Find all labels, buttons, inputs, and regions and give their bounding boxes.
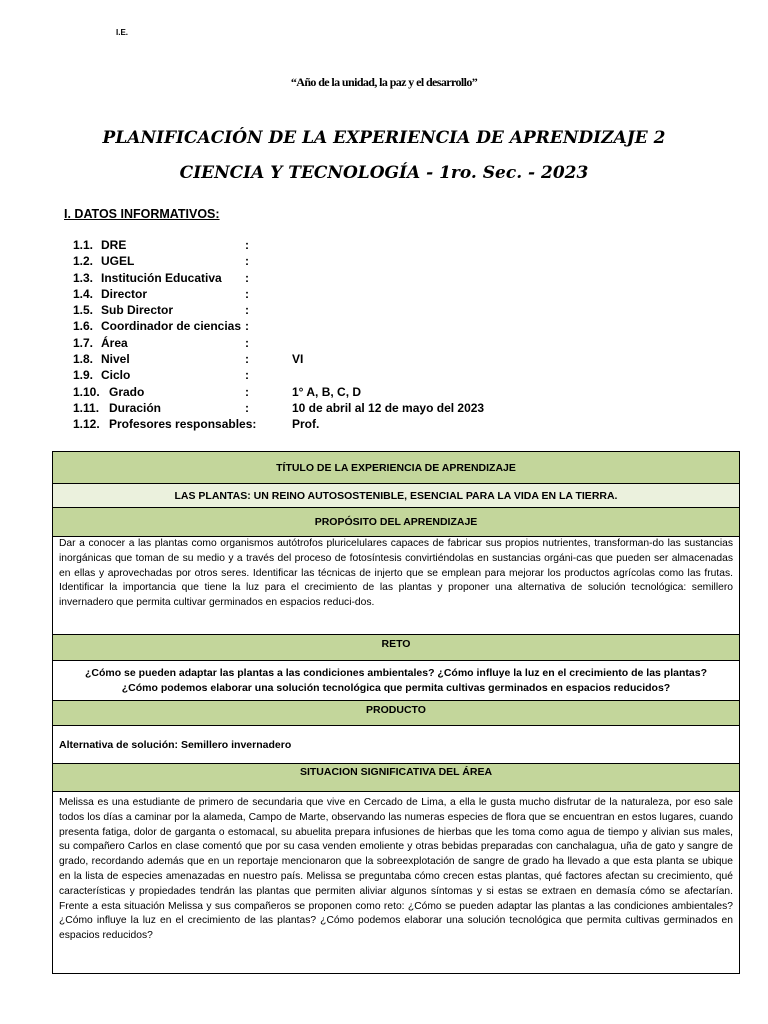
datos-row-number: 1.12. bbox=[73, 417, 100, 432]
reto-line-1: ¿Cómo se pueden adaptar las plantas a las condiciones ambientales? ¿Cómo influye la luz en el crecimiento de las plantas? bbox=[84, 666, 707, 679]
datos-row-colon: : bbox=[245, 335, 249, 350]
producto-header: PRODUCTO bbox=[53, 701, 740, 726]
datos-row-number: 1.11. bbox=[73, 400, 100, 415]
situacion-text: Melissa es una estudiante de primero de secundaria que vive en Cercado de Lima, a ella le gusta mucho disfrutar de la naturaleza, por eso sale todos los días a caminar por la alameda, Campo de Marte, observando las numeras especies de flora que se encuentran en estos lugares, cuando presenta fatiga, dolor de garganta o estomacal, su abuelita prepara infusiones de hierbas que les toma como agua de tiempo y alivian sus males, su compañero Carlos en clase comentó que por su casa venden emoliente y otras bebidas preparadas con canchalagua, uña de gato y sangre de grado, recordando además que en un reportaje mencionaron que la sobreexplotación de sangre de grado ha llevado a que esta planta se ubique en la lista de especies amenazadas en nuestro país. Melissa se preguntaba cómo crecen estas plantas, qué factores afectan su crecimiento, qué características y propiedades tendrán las plantas que permiten aliviar algunos síntomas y si estas se extraen en demasía cómo se afectarían. Frente a esta situación Melissa y sus compañeros se proponen como reto: ¿Cómo se pueden adaptar las plantas a las condiciones ambientales? ¿Cómo influye la luz en el crecimiento de las plantas? ¿Cómo podemos elaborar una solución tecnológica que permita cultivas germinados en espacios reducidos? bbox=[53, 792, 740, 974]
proposito-header: PROPÓSITO DEL APRENDIZAJE bbox=[53, 508, 740, 537]
datos-row-label: Nivel bbox=[101, 352, 130, 367]
reto-text bbox=[53, 661, 740, 701]
motto: “Año de la unidad, la paz y el desarrollo” bbox=[290, 75, 478, 89]
datos-row-number: 1.4. bbox=[73, 286, 94, 301]
datos-row-number: 1.3. bbox=[73, 270, 94, 285]
datos-row-colon: : bbox=[245, 368, 249, 383]
datos-row-label: Coordinador de ciencias bbox=[101, 319, 242, 334]
datos-row-label: Grado bbox=[109, 384, 145, 399]
datos-row-number: 1.7. bbox=[73, 335, 94, 350]
datos-row-number: 1.5. bbox=[73, 303, 94, 318]
section-heading-datos: I. DATOS INFORMATIVOS: bbox=[64, 207, 220, 221]
datos-row-label: Profesores responsables: bbox=[109, 417, 257, 432]
situacion-header: SITUACION SIGNIFICATIVA DEL ÁREA bbox=[53, 764, 740, 792]
producto-text: Alternativa de solución: Semillero invernadero bbox=[53, 726, 740, 764]
datos-row-colon: : bbox=[245, 254, 249, 269]
experience-table bbox=[52, 451, 740, 974]
titulo-value: LAS PLANTAS: UN REINO AUTOSOSTENIBLE, ESENCIAL PARA LA VIDA EN LA TIERRA. bbox=[53, 484, 740, 508]
datos-row-colon: : bbox=[245, 400, 249, 415]
datos-row-label: Duración bbox=[109, 400, 162, 415]
datos-row-label: Institución Educativa bbox=[101, 270, 222, 285]
datos-row-label: Sub Director bbox=[101, 303, 174, 318]
datos-row-colon: : bbox=[245, 238, 249, 252]
datos-row-value: 10 de abril al 12 de mayo del 2023 bbox=[292, 400, 485, 415]
datos-row-label: DRE bbox=[101, 238, 127, 252]
datos-row-number: 1.9. bbox=[73, 368, 94, 383]
datos-row-label: Área bbox=[101, 335, 128, 350]
ie-label: I.E. bbox=[116, 28, 129, 37]
page-title: PLANIFICACIÓN DE LA EXPERIENCIA DE APRENDIZAJE 2 bbox=[102, 128, 666, 148]
datos-row-number: 1.8. bbox=[73, 352, 94, 367]
datos-row-number: 1.10. bbox=[73, 384, 100, 399]
datos-row-colon: : bbox=[245, 303, 249, 318]
titulo-header: TÍTULO DE LA EXPERIENCIA DE APRENDIZAJE bbox=[53, 452, 740, 484]
datos-row-number: 1.2. bbox=[73, 254, 94, 269]
datos-row-colon: : bbox=[245, 319, 249, 334]
datos-row-number: 1.6. bbox=[73, 319, 94, 334]
datos-row-colon: : bbox=[245, 286, 249, 301]
datos-row-value: 1° A, B, C, D bbox=[292, 384, 362, 399]
datos-row-label: Ciclo bbox=[101, 368, 131, 383]
datos-row-colon: : bbox=[245, 270, 249, 285]
reto-line-2: ¿Cómo podemos elaborar una solución tecnológica que permita cultivas germinados en espacios reducidos? bbox=[121, 681, 671, 694]
datos-row-value: Prof. bbox=[292, 417, 320, 432]
page-subtitle: CIENCIA Y TECNOLOGÍA - 1ro. Sec. - 2023 bbox=[179, 163, 589, 183]
datos-row-colon: : bbox=[245, 384, 249, 399]
datos-row-value: VI bbox=[292, 352, 304, 367]
proposito-text: Dar a conocer a las plantas como organismos autótrofos pluricelulares capaces de fabricar sus propios nutrientes, transforman-do las sustancias inorgánicas que toman de su medio y a través del proceso de fotosíntesis convirtiéndolas en sustancias orgáni-cas que pueden ser almacenadas en ellas y aprovechadas por otros seres. Identificar las técnicas de injerto que se emplean para mejorar los productos agrícolas como las frutas. Identificar la importancia que tiene la luz para el crecimiento de las plantas y proponer una alternativa de solución tecnológica: semillero invernadero que permita cultivar germinados en espacios reduci-dos. bbox=[53, 537, 740, 635]
datos-row-colon: : bbox=[245, 352, 249, 367]
datos-row-number: 1.1. bbox=[73, 238, 94, 252]
datos-row-label: UGEL bbox=[101, 254, 135, 269]
reto-header: RETO bbox=[53, 635, 740, 661]
datos-row-label: Director bbox=[101, 286, 148, 301]
